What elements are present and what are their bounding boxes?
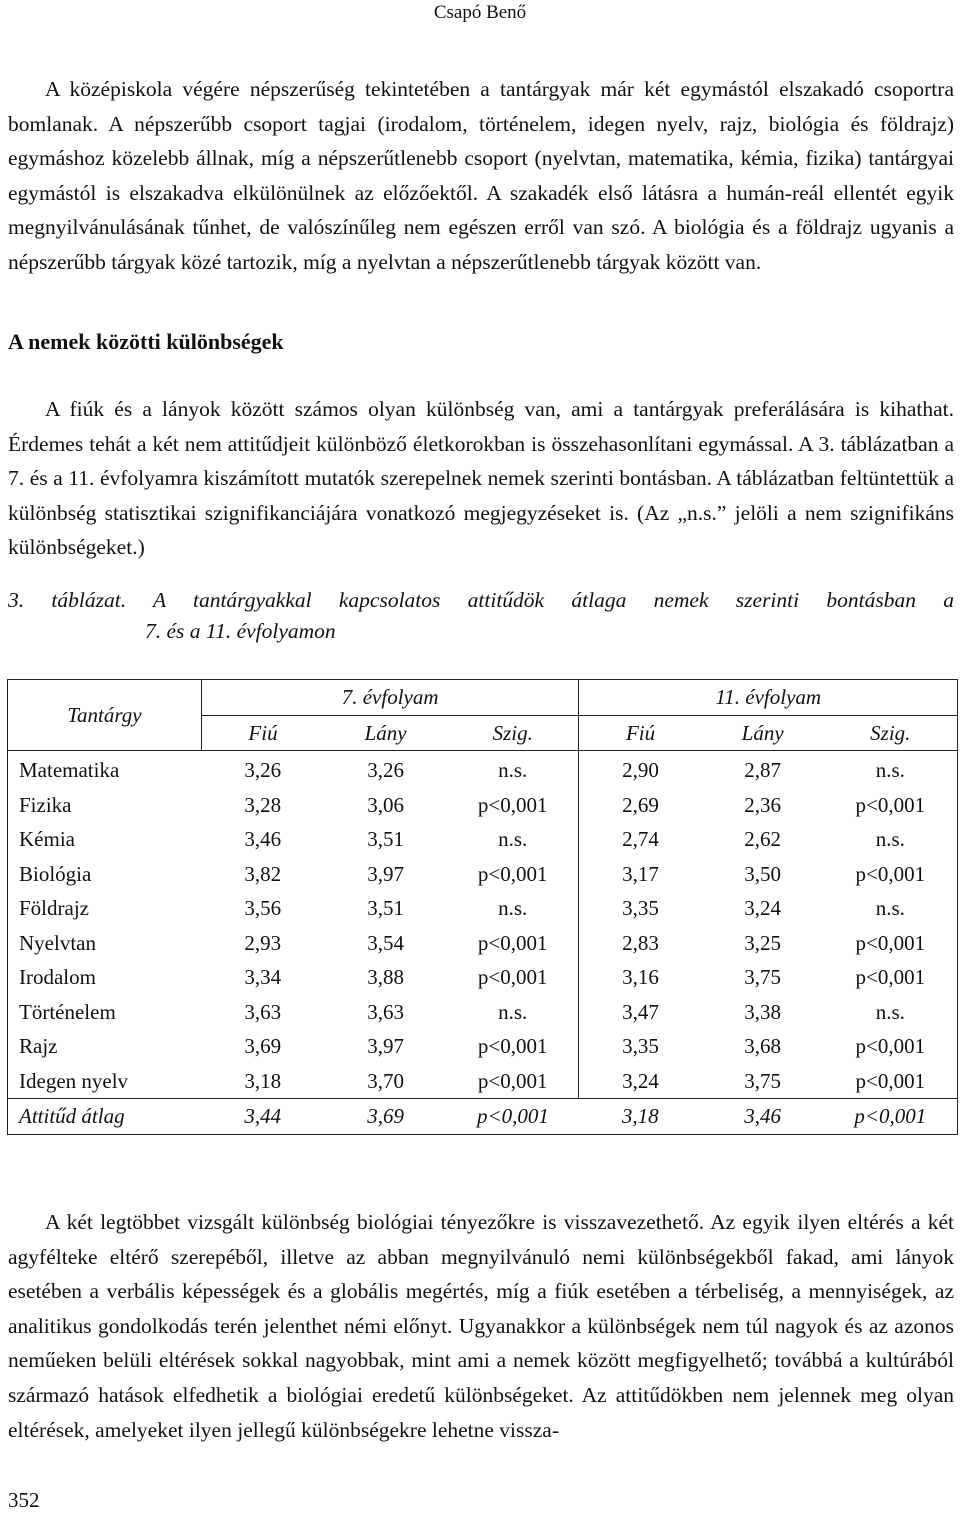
table-cell: 3,50 bbox=[744, 861, 782, 886]
page-number: 352 bbox=[8, 1488, 40, 1512]
table-cell: n.s. bbox=[447, 822, 579, 857]
subheader-boy-11: Fiú bbox=[579, 715, 702, 751]
running-header: Csapó Benő bbox=[433, 2, 527, 23]
group-header-grade-7: 7. évfolyam bbox=[201, 680, 579, 716]
table-cell: 3,54 bbox=[367, 930, 404, 955]
average-cell: 3,46 bbox=[702, 1099, 824, 1135]
table-cell: n.s. bbox=[447, 751, 579, 788]
table-row bbox=[8, 751, 958, 788]
subject-name: Nyelvtan bbox=[19, 930, 96, 955]
table-cell: 3,46 bbox=[244, 827, 282, 851]
subheader-sig-11: Szig. bbox=[824, 715, 958, 751]
table-cell: 3,24 bbox=[744, 896, 782, 920]
table-cell: p<0,001 bbox=[855, 861, 926, 886]
table-cell: 2,36 bbox=[744, 792, 782, 817]
subject-name: Kémia bbox=[19, 827, 75, 851]
average-cell: 3,69 bbox=[324, 1099, 447, 1135]
table-row bbox=[8, 995, 958, 1030]
table-cell: p<0,001 bbox=[447, 1029, 579, 1064]
table-cell: 3,88 bbox=[367, 965, 404, 989]
table-cell: 3,47 bbox=[622, 999, 659, 1024]
average-row-label: Attitűd átlag bbox=[8, 1099, 202, 1135]
table-cell: 2,90 bbox=[622, 758, 659, 782]
table-cell: 2,83 bbox=[622, 930, 659, 955]
table-row bbox=[8, 960, 958, 995]
table-cell: 2,62 bbox=[744, 827, 782, 851]
table-cell: 3,70 bbox=[367, 1068, 404, 1093]
table-cell: n.s. bbox=[447, 995, 579, 1030]
body-paragraph-1: A középiskola végére népszerűség tekintetében a tantárgyak már két egymástól elszakadó csoportra bomlanak. A népszerűbb csoport tagjai (irodalom, történelem, idegen nyelv, rajz, biológia és földrajz) egymáshoz közelebb állnak, míg a népszerűtlenebb csoport (nyelvtan, matematika, kémia, fizika) tantárgyai egymástól is elszakadva elkülönülnek az előzőektől. A szakadék első látásra a humán-reál ellentét egyik megnyilvánulásának tűnhet, de valószínűleg nem egészen erről van szó. A biológia és a földrajz ugyanis a népszerűbb tárgyak közé tartozik, míg a nyelvtan a népszerűtlenebb tárgyak között van. bbox=[8, 77, 954, 274]
table-group-header-row bbox=[8, 680, 958, 716]
table-cell: 2,87 bbox=[744, 758, 782, 782]
table-cell: 3,38 bbox=[744, 999, 782, 1024]
table-row bbox=[8, 822, 958, 857]
table-cell: 3,26 bbox=[244, 758, 282, 782]
table-cell: 3,34 bbox=[244, 965, 282, 989]
body-paragraph-2: A fiúk és a lányok között számos olyan különbség van, ami a tantárgyak preferálására is kihathat. Érdemes tehát a két nem attitűdjeit különböző életkorokban is összehasonlítani egymással. A 3. táblázatban a 7. és a 11. évfolyamra kiszámított mutatók szerepelnek nemek szerinti bontásban. A táblázatban feltüntettük a különbség statisztikai szignifikanciájára vonatkozó megjegyzéseket is. (Az „n.s.” jelöli a nem szignifikáns különbségeket.) bbox=[8, 397, 954, 560]
table-cell: n.s. bbox=[875, 827, 905, 851]
table-cell: 3,35 bbox=[622, 1034, 659, 1058]
table-caption-line-1: 3. táblázat. A tantárgyakkal kapcsolatos attitűdök átlaga nemek szerinti bontásban a bbox=[8, 588, 954, 612]
table-cell: p<0,001 bbox=[855, 1034, 926, 1058]
table-cell: 3,51 bbox=[367, 896, 404, 920]
table-cell: 3,75 bbox=[744, 1068, 782, 1093]
table-cell: 3,24 bbox=[622, 1068, 659, 1093]
table-row bbox=[8, 788, 958, 823]
table-cell: p<0,001 bbox=[447, 960, 579, 995]
subheader-girl-7: Lány bbox=[324, 715, 447, 751]
table-cell: 3,26 bbox=[367, 758, 404, 782]
table-cell: 2,93 bbox=[244, 930, 282, 955]
table-cell: p<0,001 bbox=[447, 788, 579, 823]
table-cell: p<0,001 bbox=[855, 1068, 926, 1093]
subject-name: Irodalom bbox=[19, 965, 96, 989]
attitude-table bbox=[7, 679, 958, 1135]
table-cell: n.s. bbox=[875, 896, 905, 920]
group-header-grade-11: 11. évfolyam bbox=[579, 680, 958, 716]
subject-name: Földrajz bbox=[19, 896, 89, 920]
body-paragraph-3: A két legtöbbet vizsgált különbség biológiai tényezőkre is visszavezethető. Az egyik ilyen eltérés a két agyfélteke eltérő szerepéből, illetve az abban megnyilvánuló nemi különbségekből fakad, ami lányok esetében a verbális képességek és a globális megértés, míg a fiúk esetében a térbeliség, a mennyiségek, az analitikus gondolkodás terén jelenthet némi előnyt. Ugyanakkor a különbségek nem túl nagyok és az azonos neműeken belüli eltérések sokkal nagyobbak, mint ami a nemek között megfigyelhető; továbbá a kultúrából származó hatások elfedhetik a biológiai eredetű különbségeket. Az attitűdökben nem jelennek meg olyan eltérések, amelyeket ilyen jellegű különbségekre lehetne vissza- bbox=[8, 1210, 954, 1442]
table-cell: 3,97 bbox=[367, 1034, 404, 1058]
table-row bbox=[8, 1064, 958, 1099]
subheader-girl-11: Lány bbox=[702, 715, 824, 751]
table-row bbox=[8, 891, 958, 926]
table-row bbox=[8, 857, 958, 892]
table-cell: n.s. bbox=[875, 758, 905, 782]
subject-name: Történelem bbox=[19, 999, 116, 1024]
table-cell: p<0,001 bbox=[447, 857, 579, 892]
subject-name: Matematika bbox=[19, 758, 120, 782]
subheader-sig-7: Szig. bbox=[447, 715, 579, 751]
subject-name: Idegen nyelv bbox=[19, 1068, 129, 1093]
table-cell: 3,56 bbox=[244, 896, 282, 920]
table-body bbox=[8, 751, 958, 1135]
table-cell: 3,16 bbox=[622, 965, 659, 989]
table-cell: p<0,001 bbox=[855, 930, 926, 955]
table-cell: 3,82 bbox=[244, 861, 282, 886]
table-cell: 3,63 bbox=[367, 999, 404, 1024]
table-caption bbox=[8, 585, 954, 647]
table-cell: 3,28 bbox=[244, 792, 282, 817]
table-caption-line-2: 7. és a 11. évfolyamon bbox=[145, 619, 336, 643]
table-cell: 3,51 bbox=[367, 827, 404, 851]
table-cell: 3,97 bbox=[367, 861, 404, 886]
table-cell: 3,06 bbox=[367, 792, 404, 817]
table-corner-label: Tantárgy bbox=[8, 680, 202, 751]
table-cell: 2,69 bbox=[622, 792, 659, 817]
table-row bbox=[8, 1029, 958, 1064]
table-cell: 3,25 bbox=[744, 930, 782, 955]
average-cell: 3,44 bbox=[201, 1099, 324, 1135]
table-cell: p<0,001 bbox=[447, 1064, 579, 1099]
table-cell: 3,75 bbox=[744, 965, 782, 989]
subject-name: Rajz bbox=[19, 1034, 58, 1058]
average-row bbox=[8, 1099, 958, 1135]
table-cell: n.s. bbox=[875, 999, 905, 1024]
table-cell: 2,74 bbox=[622, 827, 659, 851]
table-cell: p<0,001 bbox=[855, 792, 926, 817]
subheader-boy-7: Fiú bbox=[201, 715, 324, 751]
table-cell: 3,17 bbox=[622, 861, 659, 886]
subject-name: Biológia bbox=[19, 861, 92, 886]
table-cell: 3,68 bbox=[744, 1034, 782, 1058]
table-cell: 3,69 bbox=[244, 1034, 282, 1058]
table-cell: 3,63 bbox=[244, 999, 282, 1024]
average-cell: p<0,001 bbox=[824, 1099, 958, 1135]
table-row bbox=[8, 926, 958, 961]
table-cell: n.s. bbox=[447, 891, 579, 926]
table-cell: 3,35 bbox=[622, 896, 659, 920]
average-cell: p<0,001 bbox=[447, 1099, 579, 1135]
subject-name: Fizika bbox=[19, 792, 72, 817]
table-cell: 3,18 bbox=[244, 1068, 282, 1093]
section-heading: A nemek közötti különbségek bbox=[8, 329, 284, 354]
table-cell: p<0,001 bbox=[855, 965, 926, 989]
table-cell: p<0,001 bbox=[447, 926, 579, 961]
average-cell: 3,18 bbox=[579, 1099, 702, 1135]
